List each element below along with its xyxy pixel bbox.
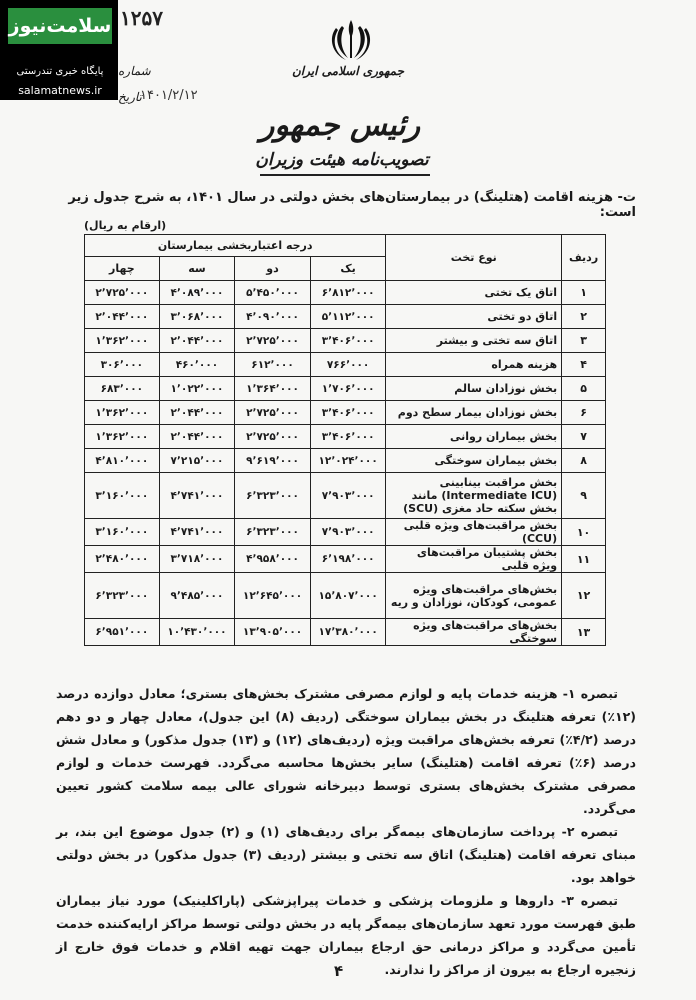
notes-section [56, 682, 636, 981]
row-index: ۱ [562, 281, 606, 305]
intro-paragraph: ت- هزینه اقامت (هتلینگ) در بیمارستان‌های بخش دولتی در سال ۱۴۰۱، به شرح جدول زیر است: [68, 190, 636, 220]
row-index: ۵ [562, 377, 606, 401]
fee-grade-1: ۷۶۶٬۰۰۰ [310, 353, 386, 377]
fee-grade-3: ۲٬۰۴۴٬۰۰۰ [159, 425, 235, 449]
unit-note: (ارقام به ریال) [84, 219, 167, 232]
fee-grade-4: ۳۰۶٬۰۰۰ [85, 353, 160, 377]
row-index: ۶ [562, 401, 606, 425]
fee-grade-4: ۲٬۴۸۰٬۰۰۰ [85, 546, 160, 573]
handwritten-number: ۱۲۵۷ [120, 6, 163, 30]
table-row [85, 281, 606, 305]
row-index: ۳ [562, 329, 606, 353]
fee-grade-3: ۱٬۰۲۲٬۰۰۰ [159, 377, 235, 401]
row-bed-type: بخش‌های مراقبت‌های ویژه سوختگی [386, 619, 562, 646]
fee-grade-3: ۳٬۰۶۸٬۰۰۰ [159, 305, 235, 329]
table-row [85, 401, 606, 425]
row-index: ۱۰ [562, 519, 606, 546]
fee-grade-3: ۳٬۷۱۸٬۰۰۰ [159, 546, 235, 573]
fee-grade-2: ۱٬۳۶۴٬۰۰۰ [235, 377, 311, 401]
number-label: شماره [118, 64, 151, 78]
row-index: ۸ [562, 449, 606, 473]
row-bed-type: بخش پشتیبان مراقبت‌های ویژه قلبی [386, 546, 562, 573]
fee-grade-1: ۵٬۱۱۲٬۰۰۰ [310, 305, 386, 329]
note-3: تبصره ۳- داروها و ملزومات پزشکی و خدمات پیراپزشکی (پاراکلینیک) مورد نیاز بیماران طبق فهرست مورد تعهد سازمان‌های بیمه‌گر پایه در بخش دولتی توسط مراکز ارایه‌کننده خدمت تأمین می‌گردد و مراکز درمانی حق ارجاع بیماران جهت تهیه اقلام و خدمات فوق خارج از زنجیره ارجاع به بیرون از مراکز را ندارند. [56, 893, 636, 977]
row-index: ۱۲ [562, 573, 606, 619]
row-bed-type: اتاق یک تختی [386, 281, 562, 305]
row-index: ۷ [562, 425, 606, 449]
row-bed-type: اتاق سه تختی و بیشتر [386, 329, 562, 353]
fee-grade-2: ۹٬۶۱۹٬۰۰۰ [235, 449, 311, 473]
fee-grade-1: ۷٬۹۰۳٬۰۰۰ [310, 473, 386, 519]
row-bed-type: بخش مراقبت بینابینی (Intermediate ICU) مانند بخش سکته حاد مغزی (SCU) [386, 473, 562, 519]
fee-grade-4: ۲٬۷۲۵٬۰۰۰ [85, 281, 160, 305]
row-bed-type: هزینه همراه [386, 353, 562, 377]
fee-grade-4: ۱٬۳۶۲٬۰۰۰ [85, 425, 160, 449]
fee-grade-1: ۶٬۱۹۸٬۰۰۰ [310, 546, 386, 573]
fee-grade-2: ۲٬۷۲۵٬۰۰۰ [235, 401, 311, 425]
row-bed-type: اتاق دو تختی [386, 305, 562, 329]
fee-grade-3: ۹٬۴۸۵٬۰۰۰ [159, 573, 235, 619]
fee-grade-1: ۳٬۴۰۶٬۰۰۰ [310, 425, 386, 449]
date-label: تاریخ [118, 90, 142, 104]
table-row [85, 449, 606, 473]
col-header-grade-3: سه [159, 257, 235, 281]
watermark-url: salamatnews.ir [18, 84, 102, 97]
row-index: ۴ [562, 353, 606, 377]
row-bed-type: بخش مراقبت‌های ویژه قلبی (CCU) [386, 519, 562, 546]
table-row [85, 305, 606, 329]
fee-grade-4: ۶٬۳۲۳٬۰۰۰ [85, 573, 160, 619]
fee-grade-3: ۴٬۷۴۱٬۰۰۰ [159, 519, 235, 546]
watermark-logo [0, 0, 118, 100]
fee-grade-4: ۲٬۰۴۴٬۰۰۰ [85, 305, 160, 329]
fee-grade-1: ۱۲٬۰۲۴٬۰۰۰ [310, 449, 386, 473]
subtitle-underline [260, 174, 430, 176]
fee-grade-1: ۷٬۹۰۳٬۰۰۰ [310, 519, 386, 546]
fee-grade-1: ۱۵٬۸۰۷٬۰۰۰ [310, 573, 386, 619]
date-value: ۱۴۰۱/۲/۱۲ [140, 88, 198, 103]
fee-grade-2: ۱۲٬۶۴۵٬۰۰۰ [235, 573, 311, 619]
fee-grade-2: ۱۳٬۹۰۵٬۰۰۰ [235, 619, 311, 646]
table-row [85, 425, 606, 449]
note-2: تبصره ۲- پرداخت سازمان‌های بیمه‌گر برای ردیف‌های (۱) و (۲) جدول موضوع این بند، بر مبنای تعرفه اقامت (هتلینگ) اتاق سه تختی و بیشتر (ردیف (۳) جدول مذکور) در بخش دولتی خواهد بود. [56, 824, 636, 885]
col-header-row: ردیف [562, 235, 606, 281]
fee-grade-2: ۶٬۳۲۳٬۰۰۰ [235, 519, 311, 546]
fee-grade-2: ۲٬۷۲۵٬۰۰۰ [235, 329, 311, 353]
fee-grade-4: ۶٬۹۵۱٬۰۰۰ [85, 619, 160, 646]
fee-grade-3: ۲٬۰۴۴٬۰۰۰ [159, 401, 235, 425]
fee-grade-2: ۲٬۷۲۵٬۰۰۰ [235, 425, 311, 449]
table-row [85, 519, 606, 546]
col-header-type: نوع تخت [386, 235, 562, 281]
row-bed-type: بخش نوزادان سالم [386, 377, 562, 401]
watermark-brand: سلامت‌نیوز [8, 8, 112, 44]
row-bed-type: بخش بیماران سوختگی [386, 449, 562, 473]
table-row [85, 377, 606, 401]
page-number: ۴ [334, 962, 344, 980]
table-row [85, 353, 606, 377]
fee-grade-1: ۱۷٬۳۸۰٬۰۰۰ [310, 619, 386, 646]
row-bed-type: بخش‌های مراقبت‌های ویژه عمومی، کودکان، نوزادان و ریه [386, 573, 562, 619]
fee-grade-4: ۳٬۱۶۰٬۰۰۰ [85, 473, 160, 519]
table-row [85, 573, 606, 619]
fee-grade-1: ۳٬۴۰۶٬۰۰۰ [310, 329, 386, 353]
row-index: ۲ [562, 305, 606, 329]
table-row [85, 546, 606, 573]
fee-grade-3: ۴۶۰٬۰۰۰ [159, 353, 235, 377]
fee-grade-4: ۴٬۸۱۰٬۰۰۰ [85, 449, 160, 473]
document-subtitle: تصویب‌نامه هیئت وزیران [255, 150, 429, 170]
fee-grade-1: ۱٬۷۰۶٬۰۰۰ [310, 377, 386, 401]
row-index: ۹ [562, 473, 606, 519]
fee-grade-3: ۴٬۰۸۹٬۰۰۰ [159, 281, 235, 305]
fee-grade-1: ۶٬۸۱۲٬۰۰۰ [310, 281, 386, 305]
col-header-grade-2: دو [235, 257, 311, 281]
fee-grade-2: ۶۱۲٬۰۰۰ [235, 353, 311, 377]
fee-grade-1: ۳٬۴۰۶٬۰۰۰ [310, 401, 386, 425]
col-header-grade-4: چهار [85, 257, 160, 281]
fee-grade-2: ۵٬۴۵۰٬۰۰۰ [235, 281, 311, 305]
row-bed-type: بخش نوزادان بیمار سطح دوم [386, 401, 562, 425]
country-title: جمهوری اسلامی ایران [291, 64, 405, 78]
fee-grade-2: ۶٬۳۲۳٬۰۰۰ [235, 473, 311, 519]
fee-grade-3: ۷٬۲۱۵٬۰۰۰ [159, 449, 235, 473]
iran-emblem-icon [328, 18, 374, 62]
col-header-grade-group: درجه اعتباربخشی بیمارستان [85, 235, 386, 257]
fee-grade-2: ۴٬۰۹۰٬۰۰۰ [235, 305, 311, 329]
col-header-grade-1: یک [310, 257, 386, 281]
row-index: ۱۳ [562, 619, 606, 646]
fee-grade-4: ۶۸۳٬۰۰۰ [85, 377, 160, 401]
row-index: ۱۱ [562, 546, 606, 573]
fee-grade-3: ۱۰٬۴۳۰٬۰۰۰ [159, 619, 235, 646]
fee-grade-4: ۳٬۱۶۰٬۰۰۰ [85, 519, 160, 546]
row-bed-type: بخش بیماران روانی [386, 425, 562, 449]
fee-grade-3: ۴٬۷۴۱٬۰۰۰ [159, 473, 235, 519]
office-title: رئیس جمهور [259, 108, 421, 143]
table-row [85, 473, 606, 519]
watermark-subtitle: پایگاه خبری تندرستی [16, 66, 104, 77]
fee-grade-3: ۲٬۰۴۴٬۰۰۰ [159, 329, 235, 353]
fee-grade-4: ۱٬۳۶۲٬۰۰۰ [85, 329, 160, 353]
table-row [85, 329, 606, 353]
hoteling-fee-table [84, 234, 606, 646]
table-row [85, 619, 606, 646]
fee-grade-4: ۱٬۳۶۲٬۰۰۰ [85, 401, 160, 425]
fee-grade-2: ۴٬۹۵۸٬۰۰۰ [235, 546, 311, 573]
note-1: تبصره ۱- هزینه خدمات پایه و لوازم مصرفی مشترک بخش‌های بستری؛ معادل دوازده درصد (۱۲٪) تعرفه هتلینگ در بخش بیماران سوختگی (ردیف (۸) این جدول)، معادل چهار و دو دهم درصد (۴/۲٪) تعرفه بخش‌های مراقبت ویژه (ردیف‌های (۱۲) و (۱۳) جدول مذکور) و معادل شش درصد (۶٪) تعرفه اقامت (هتلینگ) سایر بخش‌ها محاسبه می‌گردد. فهرست خدمات و لوازم مصرفی مشترک بخش‌های بستری توسط دبیرخانه شورای عالی بیمه سلامت کشور تعیین می‌گردد. [56, 686, 636, 816]
